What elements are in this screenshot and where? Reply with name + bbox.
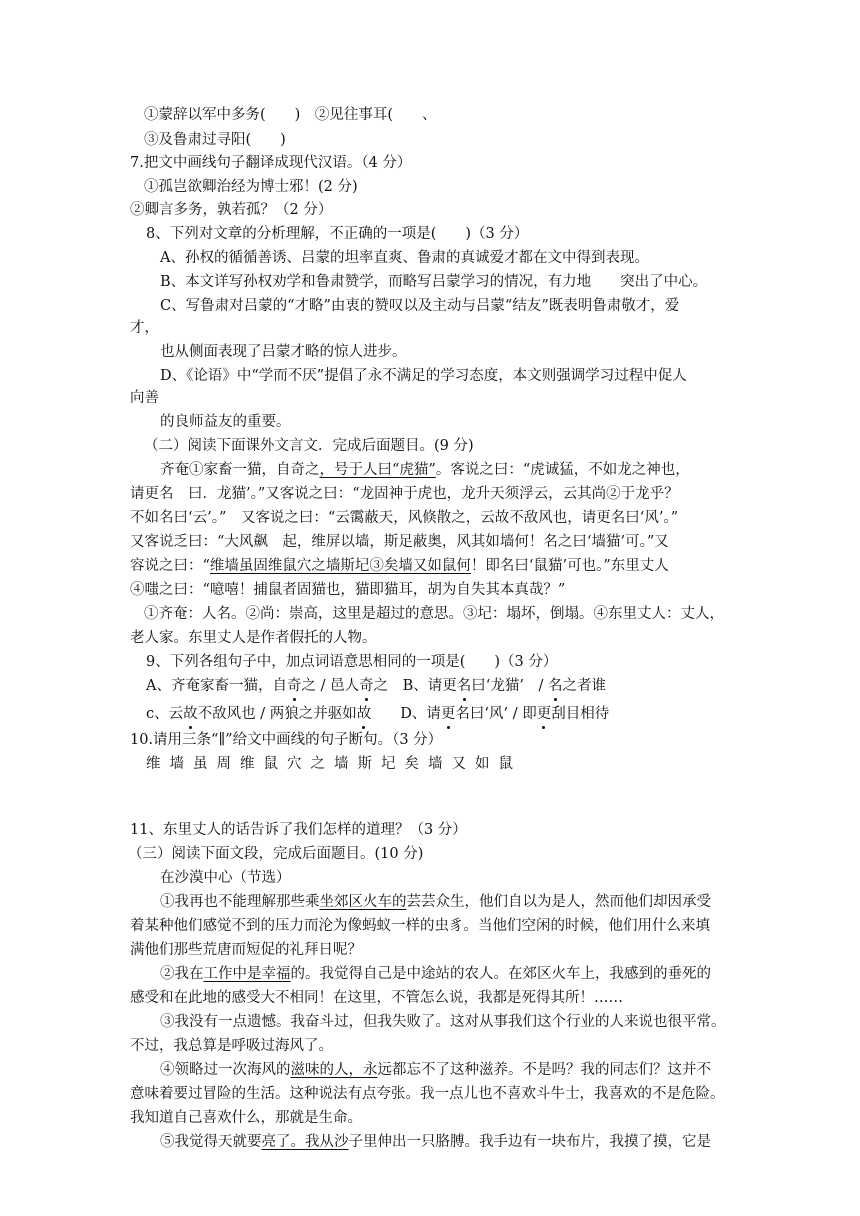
- footnotes-line2: 老人家。东里丈人是作者假托的人物。: [130, 630, 377, 646]
- paragraph-4-line1: ④领略过一次海风的滋味的人，永远都忘不了这种滋养。不是吗？我的同志们？这并不: [160, 1062, 711, 1078]
- paragraph-1-line3: 满他们那些荒唐而短促的礼拜日呢？: [130, 942, 362, 958]
- underlined-sentence: 维墙虽固维鼠穴之墙斯圮③矣墙又如鼠何: [209, 558, 471, 574]
- q10-heading: 10.请用三条“∥”给文中画线的句子断句。（3 分）: [130, 732, 443, 748]
- q8-option-d-line1: D、《论语》中“学而不厌”提倡了永不满足的学习态度，本文则强调学习过程中促人: [160, 368, 687, 384]
- dotted-word: 更: [440, 706, 456, 722]
- paragraph-1-line2: 着某种他们感觉不到的压力而沦为像蚂蚁一样的虫豸。当他们空闲的时候，他们用什么来填: [130, 918, 710, 934]
- dotted-word: 名: [456, 678, 472, 694]
- q8-option-d-line2: 向善: [130, 390, 159, 406]
- q9-heading: 9、下列各组句子中，加点词语意思相同的一项是( )（3 分）: [146, 654, 558, 670]
- underlined-sentence: ，号于人曰“虎猫”: [319, 462, 436, 478]
- paragraph-2-line1: ②我在工作中是幸福的。我觉得自己是中途站的农人。在郊区火车上，我感到的垂死的: [160, 966, 711, 982]
- passage-2-line2: 请更名 曰．龙猫’。”又客说之曰：“龙固神于虎也，龙升天须浮云，云其尚②于龙乎？: [130, 486, 679, 502]
- paragraph-5-line1: ⑤我觉得天就要亮了。我从沙子里伸出一只胳膊。我手边有一块布片，我摸了摸，它是: [160, 1134, 711, 1150]
- passage-2-line6: ④嗤之曰：“噫嘻！捕鼠者固猫也，猫即猫耳，胡为自失其本真哉？”: [130, 582, 566, 598]
- paragraph-4-line3: 我知道自己喜欢什么，那就是生命。: [130, 1110, 362, 1126]
- underlined-phrase: 滋味的人，永: [290, 1062, 378, 1078]
- q8-option-c-line2: 才，: [130, 320, 159, 336]
- paragraph-3-line2: 不过，我总算是呼吸过海风了。: [130, 1038, 333, 1054]
- q10-sentence: 维墙虽周维鼠穴之墙斯圮矣墙又如鼠: [146, 756, 522, 772]
- footnotes-line1: ①齐奄：人名。②尚：崇高，这里是超过的意思。③圮：塌坏，倒塌。④东里丈人：丈人，: [144, 606, 724, 622]
- dotted-word: 奇: [359, 678, 374, 694]
- passage-2-line4: 又客说乏曰：“大风飙 起，维屏以墙，斯足蔽奥，风其如墙何！名之曰‘墙猫’可。”又: [130, 534, 669, 550]
- dotted-word: 奇: [286, 678, 302, 694]
- q8-option-a: A、孙权的循循善诱、吕蒙的坦率直爽、鲁肃的真诚爱才都在文中得到表现。: [160, 250, 649, 266]
- q9-options-ab: A、齐奄家畜一猫，自奇之 / 邑人奇之 B、请更名曰‘龙猫’ / 名之者谁: [146, 678, 606, 694]
- section-3-heading: （三）阅读下面文段，完成后面题目。(10 分): [128, 846, 424, 862]
- paragraph-2-line2: 感受和在此地的感受大不相同！在这里，不管怎么说，我都是死得其所！……: [130, 990, 623, 1006]
- passage-2-line5: 容说之曰：“维墙虽固维鼠穴之墙斯圮③矣墙又如鼠何！即名曰‘鼠猫’可也。”东里丈人: [130, 558, 669, 574]
- q6-options-line2: ③及鲁肃过寻阳( ): [144, 132, 286, 148]
- dotted-word: 名: [547, 678, 563, 694]
- q7-heading: 7.把文中画线句子翻译成现代汉语。（4 分）: [130, 155, 412, 171]
- paragraph-4-line2: 意味着要过冒险的生活。这种说法有点夸张。我一点儿也不喜欢斗牛士，我喜欢的不是危险。: [130, 1086, 725, 1102]
- underlined-phrase: 工作中是幸福: [203, 966, 291, 982]
- q9-options-cd: c、云故不敌风也 / 两狼之并驱如故 D、请更名曰‘风’ / 即更刮目相待: [146, 706, 610, 722]
- passage-2-line1: 齐奄①家畜一猫，自奇之，号于人曰“虎猫”。客说之曰：“虎诚猛，不如龙之神也，: [160, 462, 690, 478]
- underlined-phrase: 亮了。我从沙: [261, 1134, 349, 1150]
- q8-option-d-line3: 的良师益友的重要。: [160, 414, 291, 430]
- paragraph-3-line1: ③我没有一点遗憾。我奋斗过，但我失败了。这对从事我们这个行业的人来说也很平常。: [160, 1014, 726, 1030]
- dotted-word: 故: [356, 706, 372, 722]
- passage-3-title: 在沙漠中心（节选）: [160, 870, 291, 886]
- q8-option-c-line1: C、写鲁肃对吕蒙的“才略”由衷的赞叹以及主动与吕蒙“结友”既表明鲁肃敬才，爱: [160, 298, 680, 314]
- q8-heading: 8、下列对文章的分析理解，不正确的一项是( )（3 分）: [146, 226, 529, 242]
- section-2-heading: （二）阅读下面课外文言文．完成后面题目。(9 分): [144, 438, 474, 454]
- paragraph-1-line1: ①我再也不能理解那些乘坐郊区火车的芸芸众生，他们自以为是人，然而他们却因承受: [160, 894, 711, 910]
- q11-heading: 11、东里丈人的话告诉了我们怎样的道理？（3 分）: [130, 822, 467, 838]
- dotted-word: 故: [183, 706, 198, 722]
- q8-option-c-line3: 也从侧面表现了吕蒙才略的惊人进步。: [160, 344, 407, 360]
- q7-item-2: ②卿言多务，孰若孤？（2 分）: [130, 202, 333, 218]
- q6-options-line1: ①蒙辞以军中多务( ) ②见往事耳( 、: [144, 107, 437, 123]
- passage-2-line3: 不如名曰‘云’。” 又客说之曰：“云霭蔽天，风倏散之，云故不敌风也，请更名曰‘风’。”: [130, 510, 679, 526]
- dotted-word: 更: [536, 706, 552, 722]
- q8-option-b: B、本文详写孙权劝学和鲁肃赞学，而略写吕蒙学习的情况，有力地 突出了中心。: [160, 274, 708, 290]
- q7-item-1: ①孤岂欲卿治经为博士邪！(2 分): [144, 179, 358, 195]
- underlined-phrase: 坐郊区火车的: [319, 894, 407, 910]
